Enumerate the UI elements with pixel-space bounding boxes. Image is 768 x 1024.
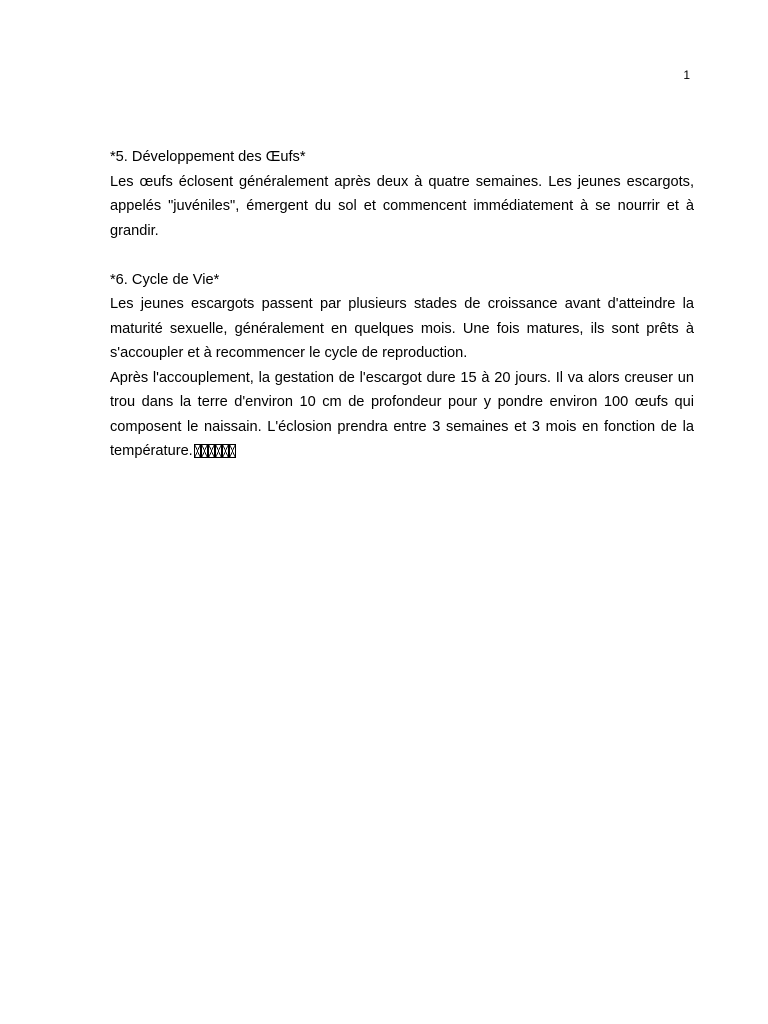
section-heading: *6. Cycle de Vie* [110,271,220,288]
document-body [110,145,694,464]
section-egg-development [110,145,694,243]
page-number: 1 [683,68,690,82]
missing-glyph-icon [222,444,229,458]
missing-glyph-icon [208,444,215,458]
missing-glyph-icon [201,444,208,458]
section-heading: *5. Développement des Œufs* [110,149,306,165]
missing-glyph-icon [229,444,236,458]
paragraph-last [110,366,694,464]
missing-glyph-boxes [194,444,236,458]
missing-glyph-icon [215,444,222,458]
section-life-cycle [110,268,694,464]
paragraph: Les œufs éclosent généralement après deux à quatre semaines. Les jeunes escargots, appelés "juvéniles", émergent du sol et commencent immédiatement à se nourrir et à grandir. [110,173,694,239]
paragraph: Les jeunes escargots passent par plusieurs stades de croissance avant d'atteindre la maturité sexuelle, généralement en quelques mois. Une fois matures, ils sont prêts à s'accoupler et à recommencer le cycle de reproduction. [110,296,694,361]
paragraph-text: Après l'accouplement, la gestation de l'escargot dure 15 à 20 jours. Il va alors creuser un trou dans la terre d'environ 10 cm de profondeur pour y pondre environ 100 œufs qui composent le naissain. L'éclosion prendra entre 3 semaines et 3 mois en fonction de la température. [110,369,694,459]
paragraph-spacer [110,243,694,268]
missing-glyph-icon [194,444,201,458]
